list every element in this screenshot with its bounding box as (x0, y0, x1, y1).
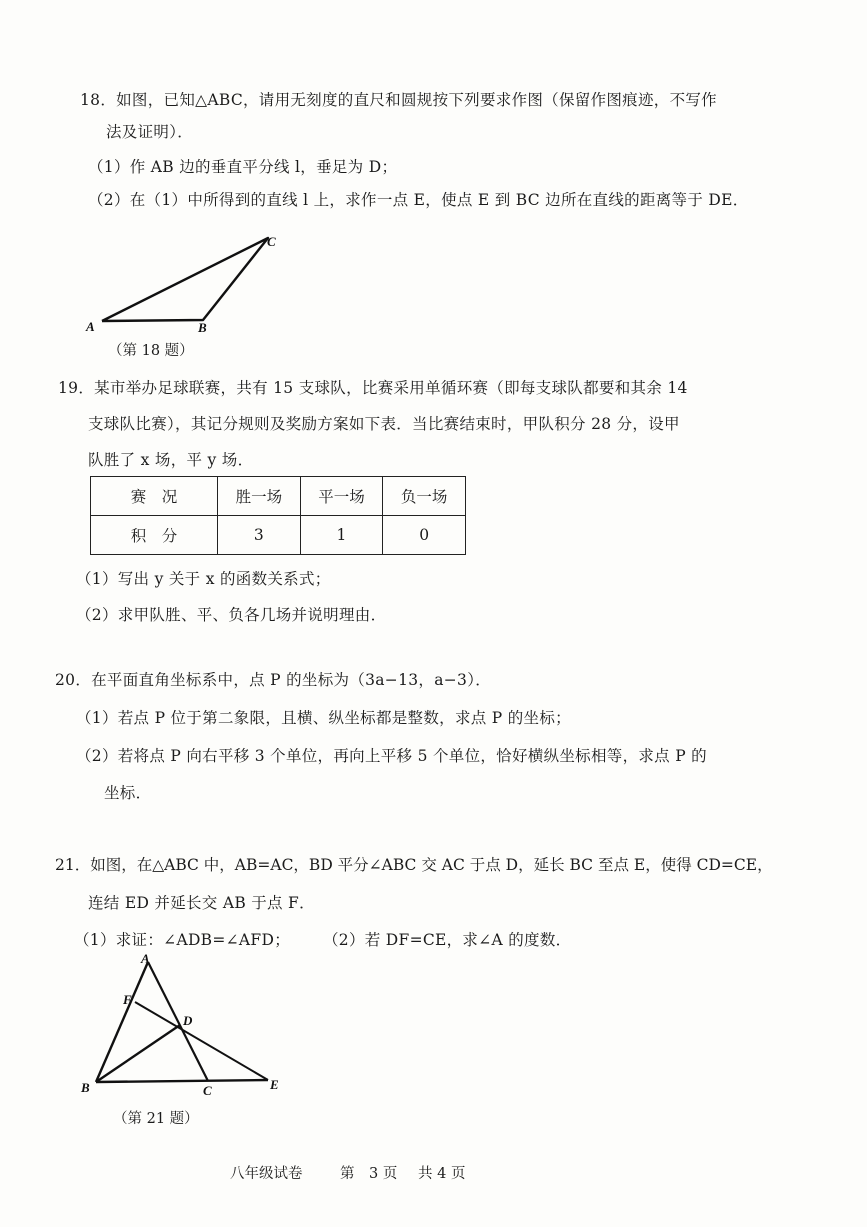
q18-label-A: A (86, 319, 95, 334)
table-cell: 负一场 (383, 477, 466, 516)
q18-part2: （2）在（1）中所得到的直线 l 上，求作一点 E，使点 E 到 BC 边所在直线的距离等于 DE． (88, 191, 749, 209)
q18-caption: （第 18 题） (108, 343, 194, 359)
table-cell: 积 分 (91, 516, 218, 555)
table-cell: 0 (383, 516, 466, 555)
q21-triangle-figure (70, 950, 300, 1100)
q21-part1: （1）求证：∠ADB=∠AFD； (74, 931, 291, 949)
table-row (91, 516, 466, 555)
table-row (91, 477, 466, 516)
table-cell: 1 (300, 516, 383, 555)
footer-total: 共 4 页 (418, 1166, 466, 1182)
q19-line2: 支球队比赛），其记分规则及奖励方案如下表．当比赛结束时，甲队积分 28 分，设甲 (88, 415, 680, 433)
q21-label-A: A (141, 951, 150, 966)
q21-line2: 连结 ED 并延长交 AB 于点 F． (88, 894, 315, 912)
footer-page: 第 3 页 (340, 1166, 398, 1182)
q21-label-F: F (123, 992, 132, 1007)
q20-part2b: 坐标． (104, 784, 152, 802)
q20-part1: （1）若点 P 位于第二象限，且横、纵坐标都是整数，求点 P 的坐标； (76, 709, 571, 727)
table-cell: 3 (218, 516, 301, 555)
q21-part2: （2）若 DF=CE，求∠A 的度数． (323, 931, 572, 949)
table-cell: 胜一场 (218, 477, 301, 516)
q18-line2: 法及证明）． (106, 123, 194, 141)
q21-line1: 21．如图，在△ABC 中，AB=AC，BD 平分∠ABC 交 AC 于点 D，延长 BC 至点 E，使得 CD=CE， (55, 856, 773, 874)
q19-part1: （1）写出 y 关于 x 的函数关系式； (76, 570, 331, 588)
q18-part1: （1）作 AB 边的垂直平分线 l，垂足为 D； (88, 158, 398, 176)
q20-line1: 20．在平面直角坐标系中，点 P 的坐标为（3a−13，a−3）． (55, 671, 492, 689)
q18-label-C: C (267, 234, 276, 249)
q21-label-D: D (183, 1013, 193, 1028)
q18-line1: 18．如图，已知△ABC，请用无刻度的直尺和圆规按下列要求作图（保留作图痕迹，不写作 (80, 91, 717, 109)
q19-line3: 队胜了 x 场，平 y 场． (88, 451, 254, 469)
q19-line1: 19．某市举办足球联赛，共有 15 支球队，比赛采用单循环赛（即每支球队都要和其余 14 (58, 379, 688, 397)
table-cell: 赛 况 (91, 477, 218, 516)
q19-part2: （2）求甲队胜、平、负各几场并说明理由． (76, 606, 387, 624)
table-cell: 平一场 (300, 477, 383, 516)
q21-label-B: B (81, 1080, 90, 1095)
scoring-table (90, 476, 466, 555)
footer-subject: 八年级试卷 (230, 1166, 303, 1182)
q21-label-E: E (270, 1077, 279, 1092)
q21-caption: （第 21 题） (113, 1111, 199, 1127)
q21-label-C: C (203, 1083, 212, 1098)
q18-triangle-figure (80, 228, 300, 338)
q20-part2a: （2）若将点 P 向右平移 3 个单位，再向上平移 5 个单位，恰好横纵坐标相等，求点 P 的 (76, 747, 707, 765)
q18-label-B: B (198, 320, 207, 335)
